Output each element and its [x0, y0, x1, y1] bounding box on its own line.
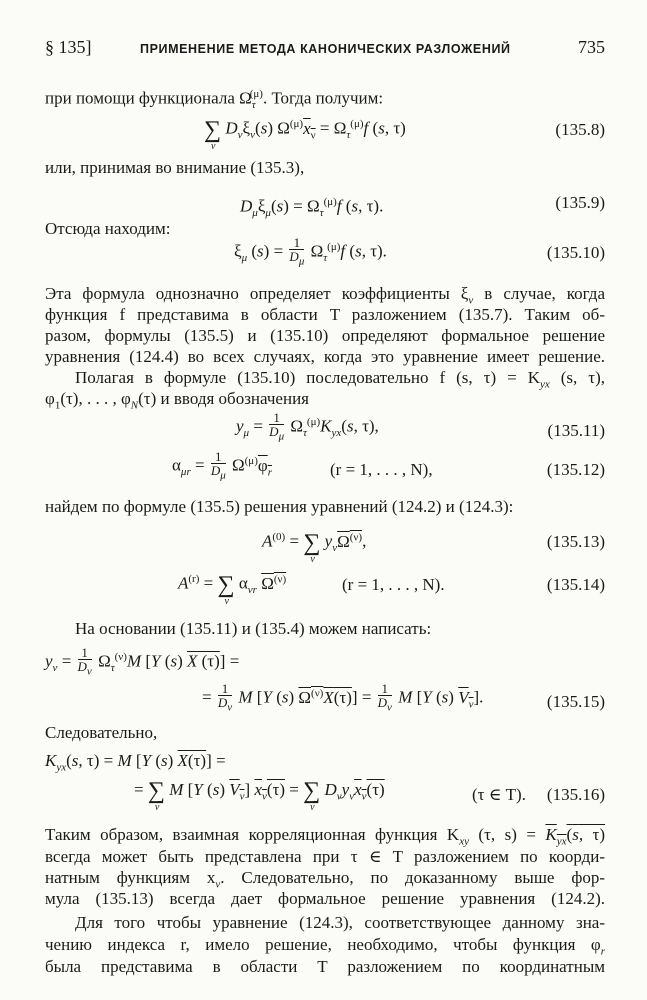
paragraph-line: Эта формула однозначно определяет коэффициенты $\xi_\nu$ в случае, когда	[45, 284, 605, 307]
paragraph-line: На основании (135.11) и (135.4) можем написать:	[75, 619, 432, 638]
page-number: 735	[578, 37, 605, 57]
paragraph-line: Для того чтобы уравнение (124.3), соответствующее данному зна-	[75, 913, 605, 932]
equation-135-10: $\xi_\mu$ (s) = $\frac{1}{D_\mu}$ $\Omega_\tau^{(\mu)}f$ (s, τ).	[234, 235, 387, 269]
equation-135-15-line2: = $\frac{1}{D_\nu}$ M [Y (s) $\Omega^{(\nu)}X(\tau)$] = $\frac{1}{D_\nu}$ M [Y (s) $V_\nu$].	[202, 681, 484, 715]
equation-135-16-line2: = ∑ ν M [Y (s) $V_\nu$] $x_\nu(\tau)$ = ∑ ν $D_\nu y_\nu x_\nu(\tau)$	[134, 778, 385, 813]
equation-number: (135.16)	[546, 785, 605, 804]
equation-number: (135.10)	[546, 243, 605, 262]
paragraph-line: Отсюда находим:	[45, 219, 171, 238]
paragraph-line: $\varphi_1(\tau)$, . . . , $\varphi_N(\tau)$ и вводя обозначения	[45, 389, 309, 412]
equation-135-15-line1: $y_\nu$ = $\frac{1}{D_\nu}$ $\Omega_\tau^{(\nu)}M$ [Y (s) X (τ)] =	[45, 645, 240, 679]
paragraph-line: чению индекса r, имело решение, необходимо, чтобы функция $\varphi_r$	[45, 935, 605, 958]
paragraph-line: уравнения (124.4) во всех случаях, когда это уравнение имеет решение.	[45, 347, 605, 366]
equation-135-14: $A^{(r)}$ = ∑ ν $\alpha_{\nu r}$ $\Omega^{(\nu)}$	[178, 571, 287, 607]
chapter-title: ПРИМЕНЕНИЕ МЕТОДА КАНОНИЧЕСКИХ РАЗЛОЖЕНИЙ	[140, 42, 511, 56]
paragraph-line: была представима в области T разложением по координатным	[45, 957, 605, 976]
paragraph-line: Полагая в формуле (135.10) последовательно f (s, $\tau) = K_{yx}$ (s, τ),	[75, 368, 605, 391]
equation-135-12: $\alpha_{\mu r}$ = $\frac{1}{D_\mu}$ $\Omega^{(\mu)}\varphi_r$	[172, 449, 272, 483]
equation-number: (135.9)	[555, 193, 605, 212]
paragraph-line: Таким образом, взаимная корреляционная функция $K_{xy}$ (τ, $s) = K_{yx}(s$, τ)	[45, 825, 606, 848]
equation-number: (135.13)	[546, 532, 605, 551]
equation-135-11: $y_\mu$ = $\frac{1}{D_\mu}$ $\Omega_\tau^{(\mu)}K_{yx}(s$, τ),	[236, 410, 379, 444]
paragraph-line: или, принимая во внимание (135.3),	[45, 158, 305, 177]
equation-number: (135.15)	[546, 692, 605, 711]
section-number: § 135]	[45, 37, 92, 57]
equation-range: (r = 1, . . . , N),	[330, 460, 433, 479]
equation-135-8: ∑ ν $D_\nu\xi_\nu(s) \Omega^{(\mu)}x_\nu = \Omega_\tau^{(\mu)}f$ (s, τ)	[204, 116, 406, 152]
equation-135-13: $A^{(0)}$ = ∑ ν $y_\nu\Omega^{(\nu)}$,	[262, 529, 367, 565]
equation-number: (135.11)	[547, 421, 605, 440]
paragraph-line: натным функциям $x_\nu$. Следовательно, по доказанному выше фор-	[45, 868, 605, 891]
paragraph-line: мула (135.13) всегда дает формальное решение уравнения (124.2).	[45, 889, 605, 908]
paragraph-line: найдем по формуле (135.5) решения уравнений (124.2) и (124.3):	[45, 497, 514, 516]
paragraph-line: функция f представима в области T разложением (135.7). Таким об-	[45, 305, 605, 324]
equation-135-9: $D_\mu\xi_\mu(s) = \Omega_\tau^{(\mu)}f$ (s, τ).	[240, 196, 384, 220]
paragraph-line: при помощи функционала $\Omega_\tau^{(\mu)}$. Тогда получим:	[45, 88, 384, 112]
paragraph-line: разом, формулы (135.5) и (135.10) определяют формальное решение	[45, 326, 605, 345]
equation-condition: (τ ∈ T).	[472, 785, 526, 804]
equation-135-16-line1: $K_{yx}(s$, τ) = M [Y (s) X(τ)] =	[45, 751, 226, 774]
equation-range: (r = 1, . . . , N).	[342, 575, 445, 594]
equation-number: (135.14)	[546, 575, 605, 594]
paragraph-line: Следовательно,	[45, 723, 158, 742]
equation-number: (135.12)	[546, 460, 605, 479]
equation-number: (135.8)	[555, 120, 605, 139]
paragraph-line: всегда может быть представлена при τ ∈ T разложением по коорди-	[45, 847, 605, 866]
running-header	[45, 36, 605, 60]
